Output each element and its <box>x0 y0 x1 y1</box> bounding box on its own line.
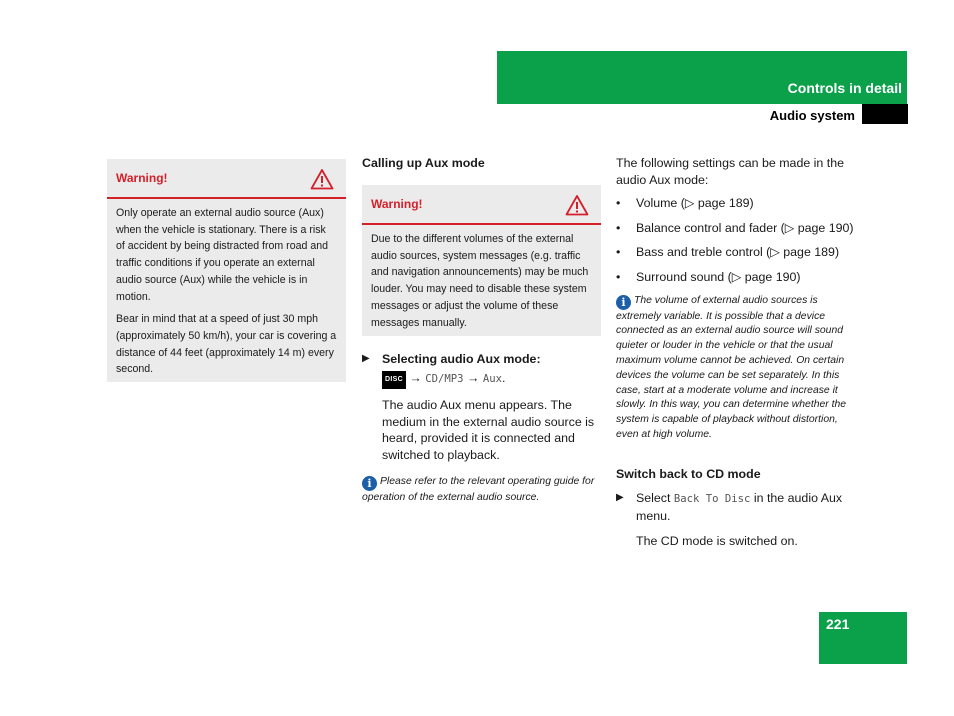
info-note <box>362 475 602 506</box>
step-result: The CD mode is switched on. <box>636 533 798 548</box>
warning-box-accident <box>107 159 346 382</box>
menu-item-cd-mp3: CD/MP3 <box>425 372 464 385</box>
disc-button-icon: DISC <box>382 371 406 390</box>
list-item: • Balance control and fader (▷ page 190) <box>616 220 854 235</box>
section-heading: Switch back to CD mode <box>616 466 761 481</box>
warning-text: Bear in mind that at a speed of just 30 mph (approximately 50 km/h), your car is covering a distance of 44 feet (approximately 14 m) every second. <box>116 313 337 376</box>
menu-item-aux: Aux <box>482 372 502 385</box>
column-aux-settings <box>616 155 858 549</box>
info-note <box>616 294 858 443</box>
step-title: Selecting audio Aux mode: <box>382 352 541 366</box>
period: . <box>501 370 506 385</box>
aux-procedure <box>362 351 602 505</box>
page-number: 221 <box>826 616 850 632</box>
subsection-title: Audio system <box>769 108 855 123</box>
warning-box-volume <box>362 185 601 336</box>
list-item: • Volume (▷ page 189) <box>616 196 754 211</box>
section-heading: Calling up Aux mode <box>362 156 485 170</box>
info-icon: i <box>616 295 631 310</box>
warning-text: Only operate an external audio source (Aux) when the vehicle is stationary. There is a risk of accident by being distracted from road and traffic conditions if you operate an external audio source (Aux) while the vehicle is in motion. <box>116 207 328 303</box>
column-aux-mode <box>362 155 602 172</box>
warning-title: Warning! <box>371 197 423 211</box>
note-text: Please refer to the relevant operating guide for operation of the external audio source. <box>362 475 595 503</box>
list-item: • Surround sound (▷ page 190) <box>616 269 801 284</box>
note-text: The volume of external audio sources is extremely variable. It is possible that a device connected as an external audio source will sound quieter or louder in the vehicle or that the usual maximum volume cannot be achieved. On certain devices the volume can be set separately. In this case, start at a moderate volume and increase it slowly. In this way, you can determine whether the system is capable of playback without distortion, even at high volume. <box>616 294 847 440</box>
warning-triangle-icon <box>565 194 589 216</box>
warning-header <box>362 185 601 225</box>
header-tab-marker <box>862 104 908 124</box>
step-arrow-icon: ▶ <box>616 492 624 504</box>
menu-arrow: → <box>466 370 480 385</box>
step-text: in the audio Aux menu. <box>636 491 843 523</box>
menu-item-back-to-disc: Back To Disc <box>673 493 751 506</box>
warning-triangle-icon <box>310 168 334 190</box>
info-icon: i <box>362 476 377 491</box>
section-title: Controls in detail <box>787 80 902 96</box>
menu-arrow: → <box>409 370 422 385</box>
intro-text: The following settings can be made in the audio Aux mode: <box>616 156 844 187</box>
step-result: The audio Aux menu appears. The medium in the external audio source is heard, provided it is connected and switched to playback. <box>382 398 595 462</box>
step-arrow-icon: ▶ <box>362 353 370 364</box>
step-text: Select <box>636 491 671 506</box>
list-item: • Bass and treble control (▷ page 189) <box>616 245 840 260</box>
warning-header <box>107 159 346 199</box>
warning-text: Due to the different volumes of the external audio sources, system messages (e.g. traffic and navigation announcements) may be much louder. You may need to disable these system messages or adjust the volume of these messages manually. <box>371 233 589 329</box>
header-bar <box>497 51 907 104</box>
warning-title: Warning! <box>116 171 168 185</box>
